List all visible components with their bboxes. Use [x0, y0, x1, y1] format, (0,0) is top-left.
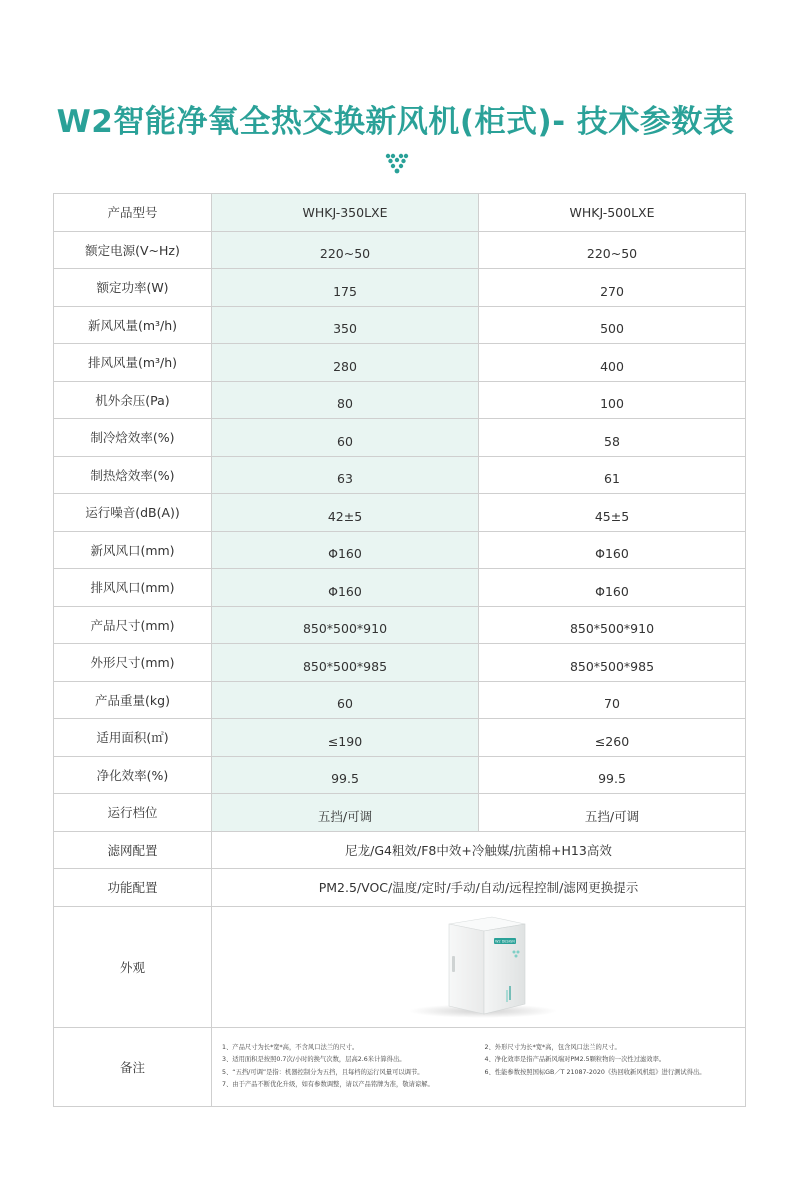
row-value-500: 45±5: [594, 508, 630, 524]
row-value-350: 350: [333, 321, 357, 337]
remarks-right-column: [475, 1042, 738, 1092]
remarks-label: 备注: [54, 1027, 212, 1106]
row-label: 制热焓效率(%): [54, 456, 212, 494]
appearance-label: 外观: [54, 906, 212, 1027]
row-label: 净化效率(%): [54, 756, 212, 794]
remarks-cell: [212, 1027, 746, 1106]
table-row: [54, 231, 746, 269]
row-value-500: 850*500*910: [569, 621, 655, 637]
table-row: [54, 719, 746, 757]
page-title: W2智能净氧全热交换新风机(柜式)- 技术参数表: [56, 104, 735, 140]
row-value-350: Φ160: [328, 583, 362, 599]
row-label: 运行档位: [54, 794, 212, 832]
spec-table: [53, 193, 746, 1107]
remark-item: 5、“五挡/可调”是指：机器控制分为五挡，且每档的运行风量可以调节。: [222, 1068, 424, 1076]
table-row: [54, 569, 746, 607]
function-config-value: PM2.5/VOC/温度/定时/手动/自动/远程控制/滤网更换提示: [212, 869, 746, 907]
remark-item: 4、净化效率是指产品新风端对PM2.5颗粒物的一次性过滤效率。: [484, 1056, 666, 1063]
brand-leaf-icon: [385, 152, 409, 176]
table-row: [54, 756, 746, 794]
row-value-350: 850*500*985: [302, 658, 388, 674]
row-value-350: 42±5: [327, 508, 363, 524]
row-label: 机外余压(Pa): [54, 381, 212, 419]
row-value-350: Φ160: [328, 546, 362, 562]
row-value-500: 500: [600, 321, 624, 337]
filter-config-row: [54, 831, 746, 869]
header-row: [54, 194, 746, 232]
row-value-350: 280: [333, 358, 357, 374]
header-label: 产品型号: [54, 194, 212, 232]
row-value-500: 850*500*985: [569, 658, 655, 674]
appearance-row: [54, 906, 746, 1027]
table-row: [54, 531, 746, 569]
row-value-500: 五挡/可调: [584, 809, 640, 825]
row-value-500: 99.5: [598, 771, 626, 787]
row-label: 额定电源(V~Hz): [54, 231, 212, 269]
remark-item: 7、由于产品不断优化升级，如有参数调整，请以产品铭牌为准，敬请谅解。: [222, 1081, 434, 1088]
row-value-350: 99.5: [331, 771, 359, 787]
row-label: 产品尺寸(mm): [54, 606, 212, 644]
filter-config-value: 尼龙/G4粗效/F8中效+冷触媒/抗菌棉+H13高效: [212, 831, 746, 869]
row-value-350: ≤190: [327, 733, 363, 749]
remarks-left-column: [222, 1042, 475, 1092]
row-value-350: 60: [337, 433, 353, 449]
table-row: [54, 681, 746, 719]
row-label: 排风风口(mm): [54, 569, 212, 607]
appearance-cell: [212, 906, 746, 1027]
remark-item: 1、产品尺寸为长*宽*高，不含风口法兰的尺寸。: [222, 1043, 359, 1051]
row-label: 外形尺寸(mm): [54, 644, 212, 682]
row-value-500: ≤260: [594, 733, 630, 749]
row-value-350: 175: [333, 283, 357, 299]
remark-item: 6、性能参数按照国标GB／T 21087-2020《热回收新风机组》进行测试得出。: [484, 1068, 706, 1076]
row-value-500: 220~50: [586, 246, 638, 262]
row-value-350: 220~50: [319, 246, 371, 262]
function-config-row: [54, 869, 746, 907]
row-label: 运行噪音(dB(A)): [54, 494, 212, 532]
table-row: [54, 644, 746, 682]
row-value-500: 400: [600, 358, 624, 374]
model-350-header: WHKJ-350LXE: [212, 194, 479, 232]
row-value-500: Φ160: [595, 583, 629, 599]
row-value-350: 850*500*910: [302, 621, 388, 637]
row-value-500: 70: [604, 696, 620, 712]
row-label: 额定功率(W): [54, 269, 212, 307]
table-row: [54, 794, 746, 832]
table-row: [54, 606, 746, 644]
row-label: 产品重量(kg): [54, 681, 212, 719]
row-value-500: Φ160: [595, 546, 629, 562]
row-label: 新风风口(mm): [54, 531, 212, 569]
remarks-row: [54, 1027, 746, 1106]
model-500-header: WHKJ-500LXE: [479, 194, 746, 232]
table-row: [54, 419, 746, 457]
table-row: [54, 381, 746, 419]
panel-badge: W2 DESIGN: [494, 939, 515, 944]
row-value-500: 270: [600, 283, 624, 299]
table-row: [54, 306, 746, 344]
row-value-350: 五挡/可调: [317, 809, 373, 825]
filter-config-label: 滤网配置: [54, 831, 212, 869]
row-value-350: 80: [337, 396, 353, 412]
row-value-350: 63: [337, 471, 353, 487]
table-row: [54, 344, 746, 382]
row-label: 适用面积(㎡): [54, 719, 212, 757]
remark-item: 2、外形尺寸为长*宽*高，包含风口法兰的尺寸。: [484, 1043, 621, 1051]
row-value-500: 58: [604, 433, 620, 449]
function-config-label: 功能配置: [54, 869, 212, 907]
row-value-350: 60: [337, 696, 353, 712]
table-row: [54, 456, 746, 494]
row-value-500: 100: [600, 396, 624, 412]
row-label: 制冷焓效率(%): [54, 419, 212, 457]
row-label: 排风风量(m³/h): [54, 344, 212, 382]
table-row: [54, 269, 746, 307]
table-row: [54, 494, 746, 532]
row-label: 新风风量(m³/h): [54, 306, 212, 344]
product-image: [404, 912, 554, 1022]
remark-item: 3、适用面积是按照0.7次/小时的换气次数，层高2.6米计算得出。: [222, 1056, 406, 1063]
row-value-500: 61: [604, 471, 620, 487]
